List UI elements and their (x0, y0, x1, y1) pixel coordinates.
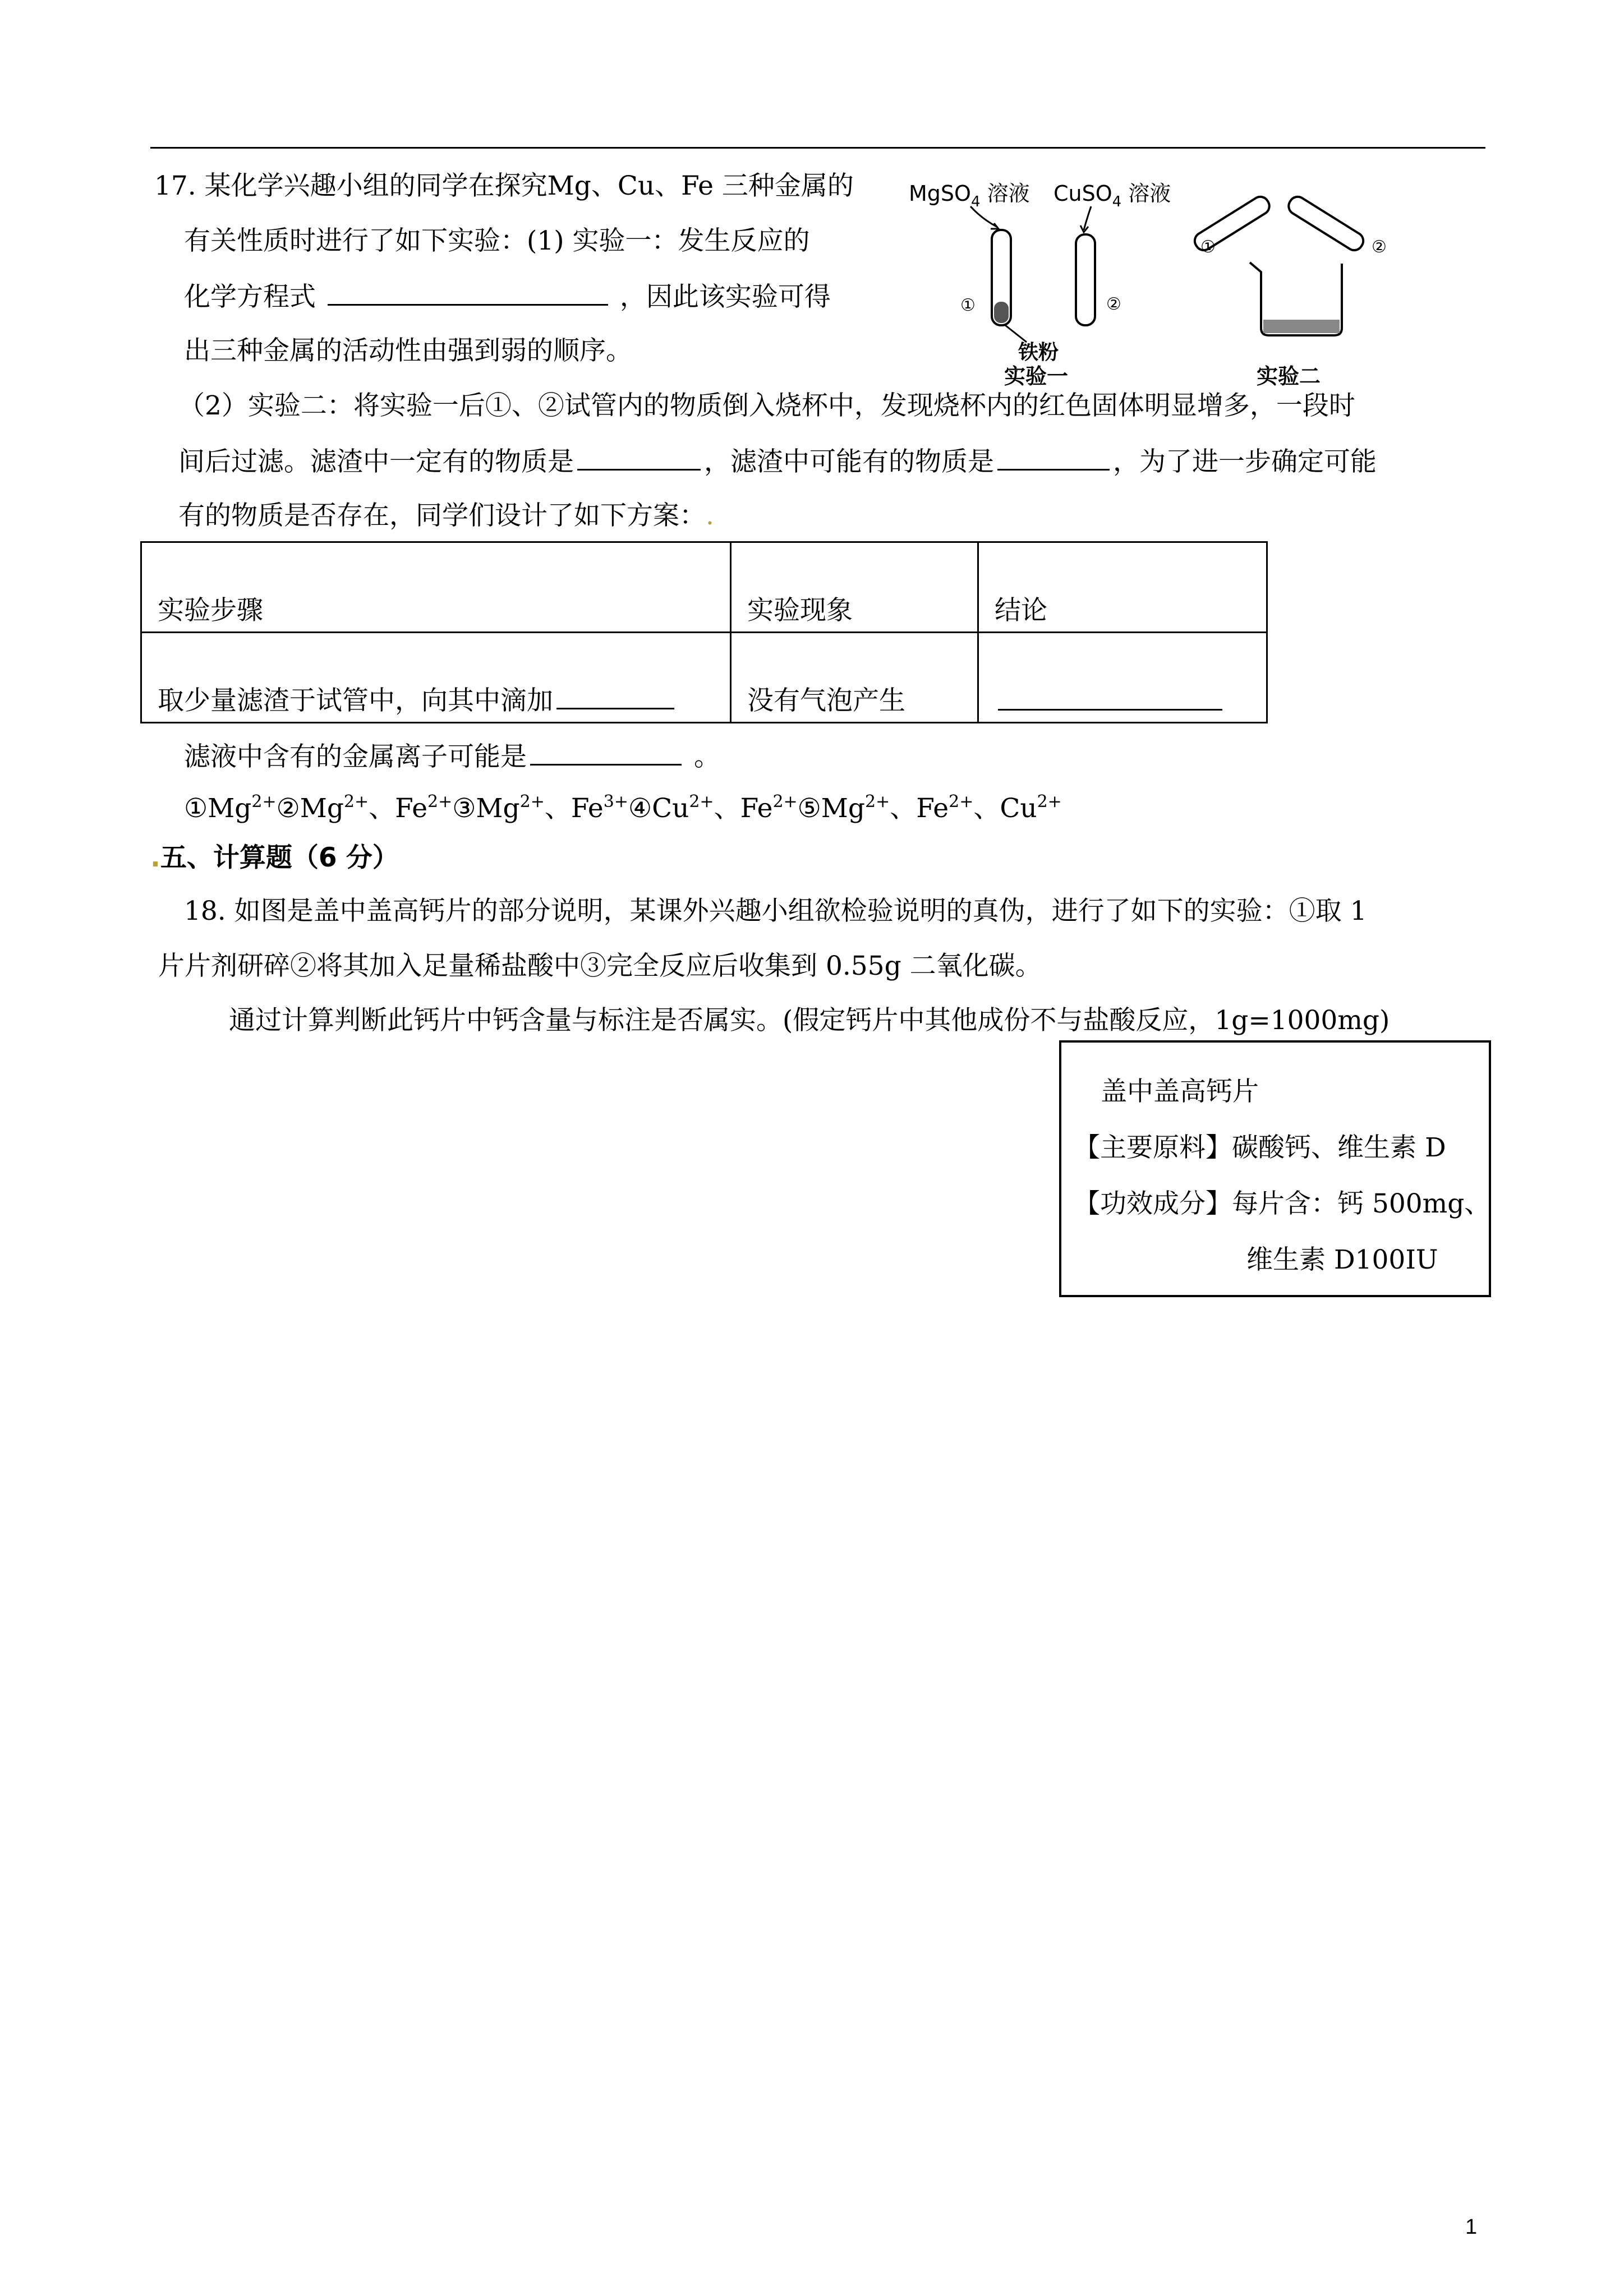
tube2-number: ② (1106, 294, 1121, 314)
q17-line6-c: ，为了进一步确定可能 (1113, 446, 1377, 477)
product-label-box (1059, 1040, 1491, 1297)
test-tube-2 (1076, 234, 1095, 325)
q17-line4: 出三种金属的活动性由强到弱的顺序。 (184, 335, 632, 366)
q17-line6 (178, 444, 1377, 479)
mgso4-label: MgSO$_4$ 溶液 (909, 181, 1030, 210)
table-header-row (141, 542, 1267, 633)
beaker-solid (1263, 320, 1340, 333)
certain-residue-blank[interactable] (577, 444, 701, 471)
arrow-1 (970, 206, 997, 227)
q17-line1: 17. 某化学兴趣小组的同学在探究Mg、Cu、Fe 三种金属的 (154, 170, 854, 201)
page-number: 1 (1465, 2215, 1478, 2239)
equation-blank[interactable] (328, 279, 608, 306)
q18-line3: 通过计算判断此钙片中钙含量与标注是否属实。(假定钙片中其他成份不与盐酸反应，1g=1000mg) (229, 1005, 1390, 1036)
main-ingredients: 【主要原料】碳酸钙、维生素 D (1074, 1132, 1446, 1163)
q18-line2: 片片剂研碎②将其加入足量稀盐酸中③完全反应后收集到 0.55g 二氧化碳。 (158, 951, 1042, 981)
q17-line3 (184, 279, 831, 314)
section5-title: .五、计算题（6 分） (150, 842, 399, 873)
cuso4-label: CuSO$_4$ 溶液 (1053, 181, 1171, 210)
q17-line5: （2）实验二：将实验一后①、②试管内的物质倒入烧杯中，发现烧杯内的红色固体明显增多，一段时 (178, 390, 1355, 421)
ions-blank[interactable] (530, 739, 682, 766)
exp2-caption: 实验二 (1257, 364, 1321, 387)
header-phenomenon: 实验现象 (731, 542, 978, 633)
header-steps: 实验步骤 (141, 542, 731, 633)
q17-line6-b: ，滤渣中可能有的物质是 (704, 446, 994, 477)
iron-powder-label: 铁粉 (1018, 341, 1059, 364)
q17-line7: 有的物质是否存在，同学们设计了如下方案：. (178, 500, 714, 531)
tube1-number: ① (960, 296, 976, 315)
active-ingredients: 【功效成分】每片含：钙 500mg、 (1074, 1188, 1491, 1219)
header-rule (150, 147, 1485, 149)
q17-line3-b: ，因此该实验可得 (619, 282, 831, 312)
product-title: 盖中盖高钙片 (1101, 1076, 1259, 1107)
possible-residue-blank[interactable] (997, 444, 1110, 471)
reagent-blank[interactable] (556, 683, 674, 709)
step-cell: 取少量滤渣于试管中，向其中滴加 (141, 633, 731, 723)
tilted1-number: ① (1200, 237, 1216, 257)
tilted2-number: ② (1372, 237, 1387, 257)
q17-line3-a: 化学方程式 (184, 282, 316, 312)
q17-line6-a: 间后过滤。滤渣中一定有的物质是 (178, 446, 574, 477)
table-row (141, 633, 1267, 723)
ion-options: $①Mg^{2+}②Mg^{2+}$、$Fe^{2+}③Mg^{2+}$、$Fe^{3+}④Cu^{2+}$、$Fe^{2+}⑤Mg^{2+}$、$Fe^{2+}$、$Cu^{2+}$ (184, 792, 1062, 824)
vitamin-d-content: 维生素 D100IU (1246, 1244, 1438, 1275)
conclusion-blank[interactable] (998, 684, 1222, 711)
conclusion-cell (978, 633, 1267, 723)
experiment-figure (898, 168, 1503, 387)
q17-line2: 有关性质时进行了如下实验：(1) 实验一：发生反应的 (184, 225, 810, 256)
exp1-caption: 实验一 (1004, 364, 1069, 387)
iron-powder-sediment (994, 302, 1009, 323)
plan-table (140, 541, 1268, 723)
q17-line8: 滤液中含有的金属离子可能是 。 (184, 739, 720, 774)
header-conclusion: 结论 (978, 542, 1267, 633)
tilted-tube-2 (1286, 193, 1367, 253)
phenomenon-cell: 没有气泡产生 (731, 633, 978, 723)
q18-line1: 18. 如图是盖中盖高钙片的部分说明，某课外兴趣小组欲检验说明的真伪，进行了如下的实验：①取 1 (184, 896, 1367, 926)
